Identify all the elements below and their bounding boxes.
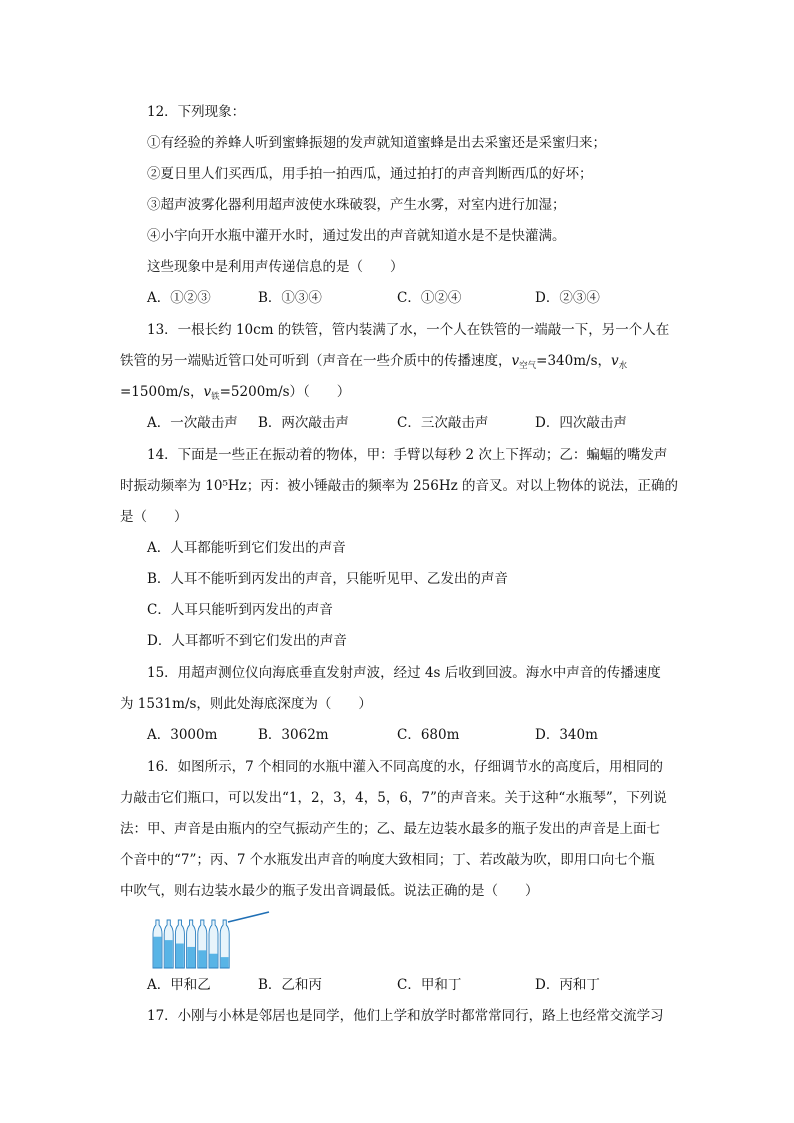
- q16-line-2: 力敲击它们瓶口，可以发出“1，2，3，4，5，6，7”的声音来。关于这种“水瓶琴”，下列说: [120, 790, 667, 806]
- q12-option-b: B．①③④: [258, 290, 322, 306]
- q14-option-d: D．人耳都听不到它们发出的声音: [147, 633, 347, 649]
- bottle-water: [187, 947, 195, 968]
- water-bottle: [164, 920, 173, 968]
- q14-line-3: 是（ ）: [120, 509, 188, 525]
- q15-line-1: 15．用超声测位仪向海底垂直发射声波，经过 4s 后收到回波。海水中声音的传播速度: [147, 665, 661, 681]
- q15-option-a: A．3000m: [147, 727, 218, 743]
- bottle-water: [210, 954, 218, 968]
- q13-line-1: 13．一根长约 10cm 的铁管，管内装满了水，一个人在铁管的一端敲一下，另一个人在: [147, 322, 670, 338]
- q13-line-2: 铁管的另一端贴近管口处可听到（声音在一些介质中的传播速度，$v_{空气}=340m/s$，$v_水$: [120, 353, 628, 371]
- q13-line-3: =1500m/s，$v_铁=5200m/s$）（ ）: [120, 384, 351, 402]
- bottle-water: [176, 944, 184, 968]
- q13-option-d: D．四次敲击声: [535, 415, 627, 431]
- water-bottles-figure: [150, 910, 275, 970]
- q14-line-1: 14．下面是一些正在振动着的物体，甲：手臂以每秒 2 次上下挥动；乙：蝙蝠的嘴发声: [147, 447, 668, 463]
- q17-line-1: 17．小刚与小林是邻居也是同学，他们上学和放学时都常常同行，路上也经常交流学习: [147, 1008, 664, 1024]
- bottle-water: [221, 957, 229, 967]
- q16-line-1: 16．如图所示，7 个相同的水瓶中灌入不同高度的水，仔细调节水的高度后，用相同的: [147, 759, 664, 775]
- q15-option-d: D．340m: [535, 727, 598, 743]
- water-bottle: [209, 920, 218, 968]
- q15-option-b: B．3062m: [258, 727, 329, 743]
- q12-item-1: ①有经验的养蜂人听到蜜蜂振翅的发声就知道蜜蜂是出去采蜜还是采蜜归来；: [147, 135, 606, 151]
- q16-line-3: 法：甲、声音是由瓶内的空气振动产生的；乙、最左边装水最多的瓶子发出的声音是上面七: [120, 821, 660, 837]
- q13-option-a: A．一次敲击声: [147, 415, 238, 431]
- q16-option-b: B．乙和丙: [258, 977, 322, 993]
- q16-option-a: A．甲和乙: [147, 977, 211, 993]
- q12-option-d: D．②③④: [535, 290, 600, 306]
- q15-line-2: 为 1531m/s，则此处海底深度为（ ）: [120, 696, 372, 712]
- water-bottle: [198, 920, 207, 968]
- water-bottle: [220, 920, 229, 968]
- q16-option-d: D．丙和丁: [535, 977, 600, 993]
- bottle-water: [154, 937, 162, 968]
- q14-option-a: A．人耳都能听到它们发出的声音: [147, 540, 346, 556]
- q12-option-c: C．①②④: [397, 290, 462, 306]
- bottle-water: [198, 950, 206, 967]
- q13-option-b: B．两次敲击声: [258, 415, 349, 431]
- q12-option-a: A．①②③: [147, 290, 211, 306]
- q12-question: 这些现象中是利用声传递信息的是（ ）: [147, 259, 404, 275]
- water-bottle: [153, 920, 162, 968]
- q12-item-2: ②夏日里人们买西瓜，用手拍一拍西瓜，通过拍打的声音判断西瓜的好坏；: [147, 166, 593, 182]
- q14-option-b: B．人耳不能听到丙发出的声音，只能听见甲、乙发出的声音: [147, 571, 508, 587]
- q12-item-4: ④小宇向开水瓶中灌开水时，通过发出的声音就知道水是不是快灌满。: [147, 228, 566, 244]
- q16-line-4: 个音中的“7”；丙、7 个水瓶发出声音的响度大致相同；丁、若改敲为吹，即用口向七个瓶: [120, 852, 655, 868]
- q16-option-c: C．甲和丁: [397, 977, 462, 993]
- q13-option-c: C．三次敲击声: [397, 415, 489, 431]
- water-bottle: [175, 920, 184, 968]
- q15-option-c: C．680m: [397, 727, 460, 743]
- q12-stem: 12．下列现象：: [147, 104, 246, 120]
- q16-line-5: 中吹气，则右边装水最少的瓶子发出音调最低。说法正确的是（ ）: [120, 883, 539, 899]
- q12-item-3: ③超声波雾化器利用超声波使水珠破裂，产生水雾，对室内进行加湿；: [147, 197, 566, 213]
- striking-stick: [228, 912, 269, 922]
- q14-line-2: 时振动频率为 10⁵Hz；丙：被小锤敲击的频率为 256Hz 的音叉。对以上物体的说法，正确的: [120, 478, 679, 494]
- water-bottle: [187, 920, 196, 968]
- bottle-water: [165, 940, 173, 967]
- q14-option-c: C．人耳只能听到丙发出的声音: [147, 602, 333, 618]
